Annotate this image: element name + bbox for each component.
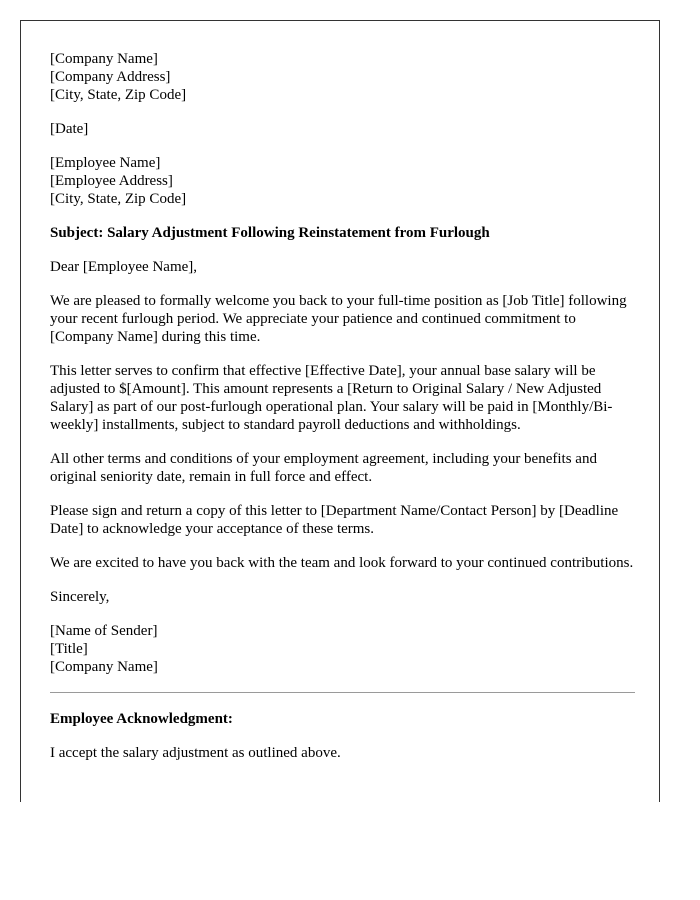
salutation: Dear [Employee Name], — [50, 259, 198, 275]
employee-name: [Employee Name] — [50, 155, 161, 171]
body-paragraph: This letter serves to confirm that effective [Effective Date], your annual base salary will be adjusted to $[Amount]. This amount represents a [Return to Original Salary / New Adjusted Salary] as part of our post-furlough operational plan. Your salary will be paid in [Monthly/Bi-weekly] installments, subject to standard payroll deductions and withholdings. — [50, 363, 613, 433]
employee-address: [Employee Address] — [50, 173, 173, 189]
acknowledgment-statement: I accept the salary adjustment as outlined above. — [50, 745, 341, 761]
company-address: [Company Address] — [50, 69, 171, 85]
employee-address-block — [50, 154, 635, 208]
acknowledgment-heading: Employee Acknowledgment: — [50, 711, 233, 727]
sender-title: [Title] — [50, 641, 88, 657]
company-address-block — [50, 50, 635, 104]
body-paragraph: We are pleased to formally welcome you back to your full-time position as [Job Title] following your recent furlough period. We appreciate your patience and continued commitment to [Company Name] during this time. — [50, 293, 627, 345]
letter-page — [20, 20, 660, 802]
closing: Sincerely, — [50, 589, 110, 605]
sender-name: [Name of Sender] — [50, 623, 158, 639]
employee-city-state-zip: [City, State, Zip Code] — [50, 191, 187, 207]
section-divider — [50, 692, 635, 693]
company-city-state-zip: [City, State, Zip Code] — [50, 87, 187, 103]
letter-content — [50, 50, 635, 778]
sender-block — [50, 622, 635, 676]
body-paragraph: Please sign and return a copy of this letter to [Department Name/Contact Person] by [Deadline Date] to acknowledge your acceptance of these terms. — [50, 503, 619, 537]
sender-company: [Company Name] — [50, 659, 158, 675]
body-paragraph: We are excited to have you back with the team and look forward to your continued contributions. — [50, 555, 634, 571]
company-name: [Company Name] — [50, 51, 158, 67]
date-block — [50, 120, 635, 138]
letter-date: [Date] — [50, 121, 89, 137]
letter-subject: Subject: Salary Adjustment Following Reinstatement from Furlough — [50, 225, 490, 241]
body-paragraph: All other terms and conditions of your employment agreement, including your benefits and original seniority date, remain in full force and effect. — [50, 451, 597, 485]
